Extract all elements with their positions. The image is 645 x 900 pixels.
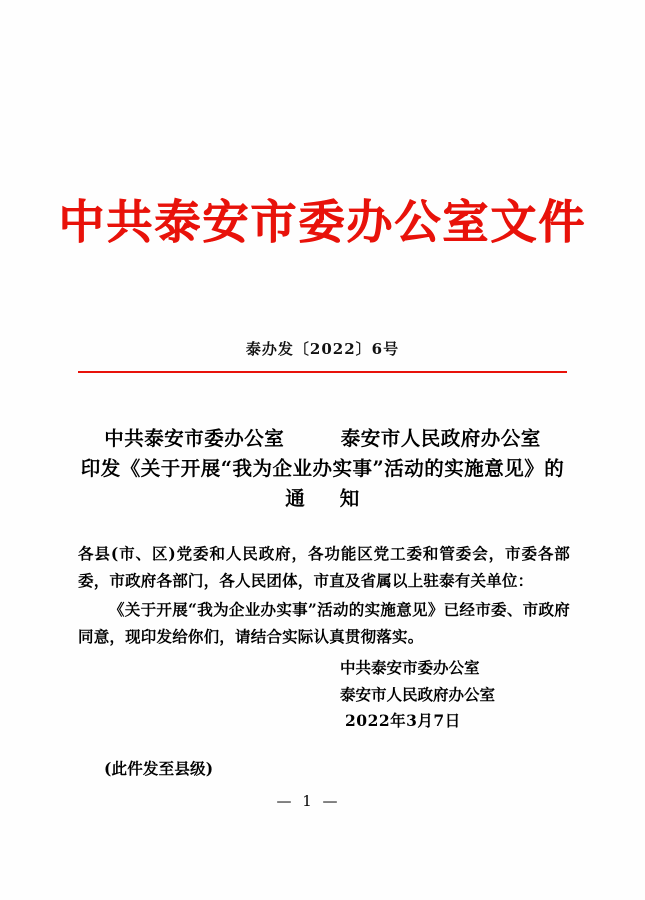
body-paragraph-1: 《关于开展“我为企业办实事”活动的实施意见》已经市委、市政府同意，现印发给你们，请结合实际认真贯彻落实。 bbox=[78, 600, 570, 647]
title-line-1 bbox=[78, 424, 567, 454]
title-line-3-part-2: 知 bbox=[339, 487, 360, 511]
recipients-line: 各县(市、区)党委和人民政府，各功能区党工委和管委会，市委各部委，市政府各部门，各人民团体，市直及省属以上驻泰有关单位： bbox=[78, 544, 570, 591]
document-title bbox=[78, 424, 567, 515]
title-line-1-part-1: 中共泰安市委办公室 bbox=[104, 427, 285, 450]
signature-org-1: 中共泰安市委办公室 bbox=[340, 658, 480, 677]
red-divider-rule bbox=[78, 371, 567, 373]
document-number: 泰办发〔2022〕6号 bbox=[245, 340, 400, 358]
document-body bbox=[78, 540, 570, 653]
title-line-2: 印发《关于开展“我为企业办实事”活动的实施意见》的 bbox=[80, 457, 565, 481]
signature-org-2: 泰安市人民政府办公室 bbox=[340, 684, 496, 704]
document-header bbox=[0, 196, 645, 249]
page-number: — 1 — bbox=[276, 792, 341, 810]
signature-date: 2022年3月7日 bbox=[345, 711, 461, 731]
title-line-1-part-2: 泰安市人民政府办公室 bbox=[340, 427, 541, 450]
signature-block bbox=[0, 655, 645, 735]
title-line-3 bbox=[78, 484, 567, 514]
title-line-3-part-1: 通 bbox=[285, 487, 306, 511]
distribution-note: (此件发至县级) bbox=[104, 759, 214, 778]
issuing-authority-title: 中共泰安市委办公室文件 bbox=[58, 195, 587, 249]
